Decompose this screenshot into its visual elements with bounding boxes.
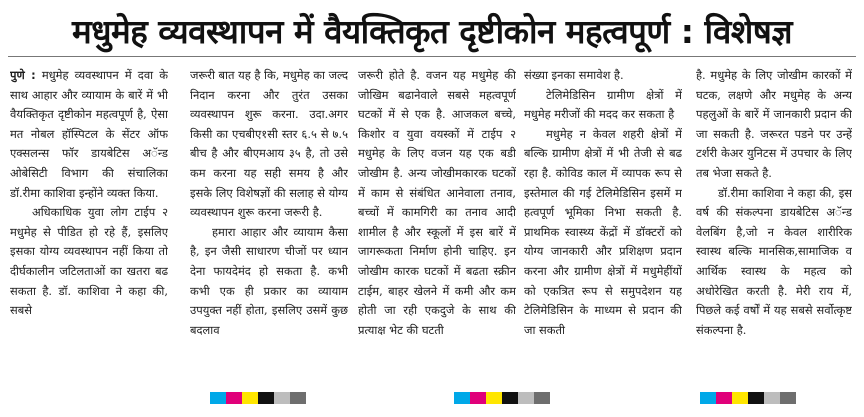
color-swatch [470, 392, 486, 404]
color-swatch [226, 392, 242, 404]
color-swatch [748, 392, 764, 404]
paragraph: जरूरी बात यह है कि, मधुमेह का जल्द निदान करना और तुरंत उसका व्यवस्थापन शुरू करना. उदा.अगर किसी का एचबीए१सी स्तर ६.५ से ७.५ बीच है और बीएमआय ३५ है, तो उसे कम करना यह सही समय है और इसके लिए विशेषज्ञों की सलाह से योग्य व्यवस्थापन शुरू करना जरूरी है. [190, 68, 348, 220]
color-swatch [258, 392, 274, 404]
color-swatch [486, 392, 502, 404]
color-swatch [780, 392, 796, 404]
article-column-4 [524, 66, 682, 386]
color-registration-strip [700, 392, 796, 404]
paragraph: है. मधुमेह के लिए जोखीम कारकों में घटक, लक्षणे और मधुमेह के अन्य पहलुओं के बारें में जानकारी प्रदान की जा सकती है. जरूरत पडने पर उन्हें टर्शरी केअर युनिटस में उपचार के लिए तब भेजा सकते है. [696, 68, 852, 180]
article-column-3 [358, 66, 516, 386]
color-swatch [764, 392, 780, 404]
article-column-5 [696, 66, 852, 386]
paragraph: टेलिमेडिसिन ग्रामीण क्षेत्रों में मधुमेह मरीजों की मदद कर सकता है [524, 87, 682, 122]
article-column-2 [190, 66, 348, 386]
headline-rule [8, 56, 856, 57]
color-swatch [716, 392, 732, 404]
color-swatch [700, 392, 716, 404]
paragraph: अधिकाधिक युवा लोग टाईप २ मधुमेह से पीडित हो रहे हैं, इसलिए इसका योग्य व्यवस्थापन नहीं किया तो दीर्घकालीन जटिलताओं का खतरा बढ सकता है. डॉ. काशिवा ने कहा की, सबसे [10, 205, 168, 318]
paragraph-text: मधुमेह व्यवस्थापन में दवा के साथ आहार और व्यायाम के बारें में भी वैयक्तिकृत दृष्टीकोन महत्वपूर्ण है, ऐसा मत नोबल हॉस्पिटल के सेंटर ऑफ एक्सलन्स फॉर डायबेटिस अॅन्ड ओबेसिटी विभाग की संचालिका डॉ.रीमा काशिवा इन्होंने व्यक्त किया. [10, 68, 168, 200]
color-swatch [502, 392, 518, 404]
paragraph: डॉ.रीमा काशिवा ने कहा की, इस वर्ष की संकल्पना डायबेटिस अॅन्ड वेलबिंग है,जो न केवल शारीरिक स्वास्थ बल्कि मानसिक,सामाजिक व आर्थिक स्वास्थ के महत्व को अधोरेखित करती है. मेरी राय में, पिछले कई वर्षों में यह सबसे सर्वोत्कृष्ट संकल्पना है. [696, 185, 852, 337]
paragraph: जरूरी होते है. वजन यह मधुमेह की जोखिम बढानेवाले सबसे महत्वपूर्ण घटकों में से एक है. आजकल बच्चे, किशोर व युवा वयस्कों में टाईप २ मधुमेह के लिए वजन यह एक बडी जोखीम है. अन्य जोखीमकारक घटकों में काम से संबंधित आनेवाला तनाव, बच्चों में कामगिरी का तनाव आदी शामील है और स्कूलों में इस बारें में जागरूकता निर्माण होनी चाहिए. इन जोखीम कारक घटकों में बढता स्क्रीन टाईम, बाहर खेलने में कमी और कम होती जा रही एकदुजे के साथ की प्रत्याक्ष भेट की घटती [358, 68, 516, 337]
color-swatch [290, 392, 306, 404]
color-swatch [732, 392, 748, 404]
color-swatch [274, 392, 290, 404]
headline: मधुमेह व्यवस्थापन में वैयक्तिकृत दृष्टीकोन महत्वपूर्ण : विशेषज्ञ [71, 12, 793, 51]
color-swatch [534, 392, 550, 404]
paragraph: मधुमेह न केवल शहरी क्षेत्रों में बल्कि ग्रामीण क्षेत्रों में भी तेजी से बढ रहा है. कोविड काल में व्यापक रूप से इस्तेमाल की गई टेलिमेडिसिन इसमें म हत्वपूर्ण भूमिका निभा सकती है. प्राथमिक स्वास्थ्य केंद्रों में डॉक्टरों को योग्य जानकारी और प्रशिक्षण प्रदान करना और ग्रामीण क्षेत्रों में मधुमेहींयों को एकत्रित रूप से समुपदेशन यह टेलिमेडिसिन के माध्यम से प्रदान की जा सकती [524, 126, 682, 337]
paragraph: संख्या इनका समावेश है. [524, 68, 624, 82]
color-swatch [242, 392, 258, 404]
color-registration-strip [454, 392, 550, 404]
article-column-1 [10, 66, 168, 386]
paragraph [10, 66, 168, 203]
paragraph: हमारा आहार और व्यायाम कैसा है, इन जैसी साधारण चीजों पर ध्यान देना फायदेमंद हो सकता है. कभी कभी एक ही प्रकार का व्यायाम उपयुक्त नहीं होता, इसलिए उसमें कुछ बदलाव [190, 224, 348, 337]
color-swatch [454, 392, 470, 404]
color-registration-strip [210, 392, 306, 404]
dateline: पुणे : [10, 68, 36, 82]
color-swatch [210, 392, 226, 404]
color-swatch [518, 392, 534, 404]
